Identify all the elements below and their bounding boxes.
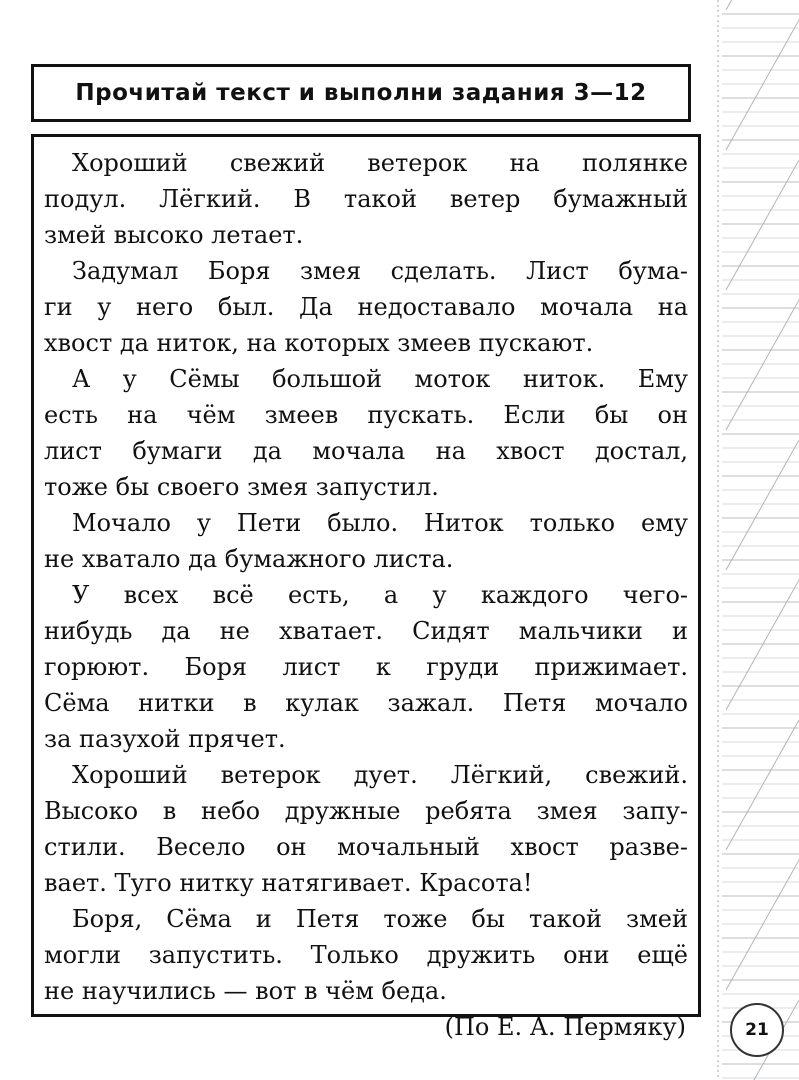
- page-number: [730, 1003, 784, 1057]
- text-line: Высоко в небо дружные ребята змея запу-: [44, 797, 688, 825]
- text-paragraph: [44, 253, 688, 361]
- text-line: подул. Лёгкий. В такой ветер бумажный: [44, 185, 688, 213]
- text-line: змей высоко летает.: [44, 221, 304, 249]
- slant-line: [726, 440, 799, 570]
- text-line: ги у него был. Да недоставало мочала на: [44, 293, 688, 321]
- text-line: У всех всё есть, а у каждого чего-: [72, 581, 688, 609]
- task-header: [31, 64, 691, 122]
- reading-text-box: [31, 134, 701, 1041]
- text-line: Хороший ветерок дует. Лёгкий, свежий.: [72, 761, 688, 789]
- text-line: нибудь да не хватает. Сидят мальчики и: [44, 617, 688, 645]
- text-line: могли запустить. Только дружить они ещё: [44, 941, 688, 969]
- reading-text: [44, 145, 688, 1009]
- text-line: вает. Туго нитку натягивает. Красота!: [44, 869, 533, 897]
- slant-line: [726, 860, 799, 990]
- text-paragraph: [44, 145, 688, 253]
- page-number-label: 21: [745, 1020, 769, 1040]
- slant-line: [726, 160, 799, 290]
- author-attribution: (По Е. А. Пермяку): [444, 1013, 686, 1041]
- text-line: за пазухой прячет.: [44, 725, 286, 753]
- text-paragraph: [44, 901, 688, 1009]
- notebook-margin-lines: [716, 0, 799, 1080]
- text-paragraph: [44, 505, 688, 577]
- task-header-title: Прочитай текст и выполни задания 3—12: [75, 80, 647, 106]
- text-line: хвост да ниток, на которых змеев пускают.: [44, 329, 594, 357]
- text-line: не научились — вот в чём беда.: [44, 977, 447, 1005]
- text-line: Хороший свежий ветерок на полянке: [72, 149, 688, 177]
- text-line: А у Сёмы большой моток ниток. Ему: [72, 365, 688, 393]
- slant-line: [726, 0, 799, 10]
- text-line: Боря, Сёма и Петя тоже бы такой змей: [72, 905, 688, 933]
- text-line: тоже бы своего змея запустил.: [44, 473, 439, 501]
- slant-line: [726, 580, 799, 710]
- text-line: Мочало у Пети было. Ниток только ему: [72, 509, 688, 537]
- text-paragraph: [44, 757, 688, 901]
- text-paragraph: [44, 577, 688, 757]
- text-paragraph: [44, 361, 688, 505]
- slant-line: [726, 300, 799, 430]
- text-line: Задумал Боря змея сделать. Лист бума-: [72, 257, 688, 285]
- text-line: стили. Весело он мочальный хвост разве-: [44, 833, 688, 861]
- text-line: не хватало да бумажного листа.: [44, 545, 454, 573]
- slant-line: [726, 720, 799, 850]
- text-line: горюют. Боря лист к груди прижимает.: [44, 653, 688, 681]
- slant-line: [726, 20, 799, 150]
- text-line: Сёма нитки в кулак зажал. Петя мочало: [44, 689, 688, 717]
- text-line: есть на чём змеев пускать. Если бы он: [44, 401, 688, 429]
- text-line: лист бумаги да мочала на хвост достал,: [44, 437, 688, 465]
